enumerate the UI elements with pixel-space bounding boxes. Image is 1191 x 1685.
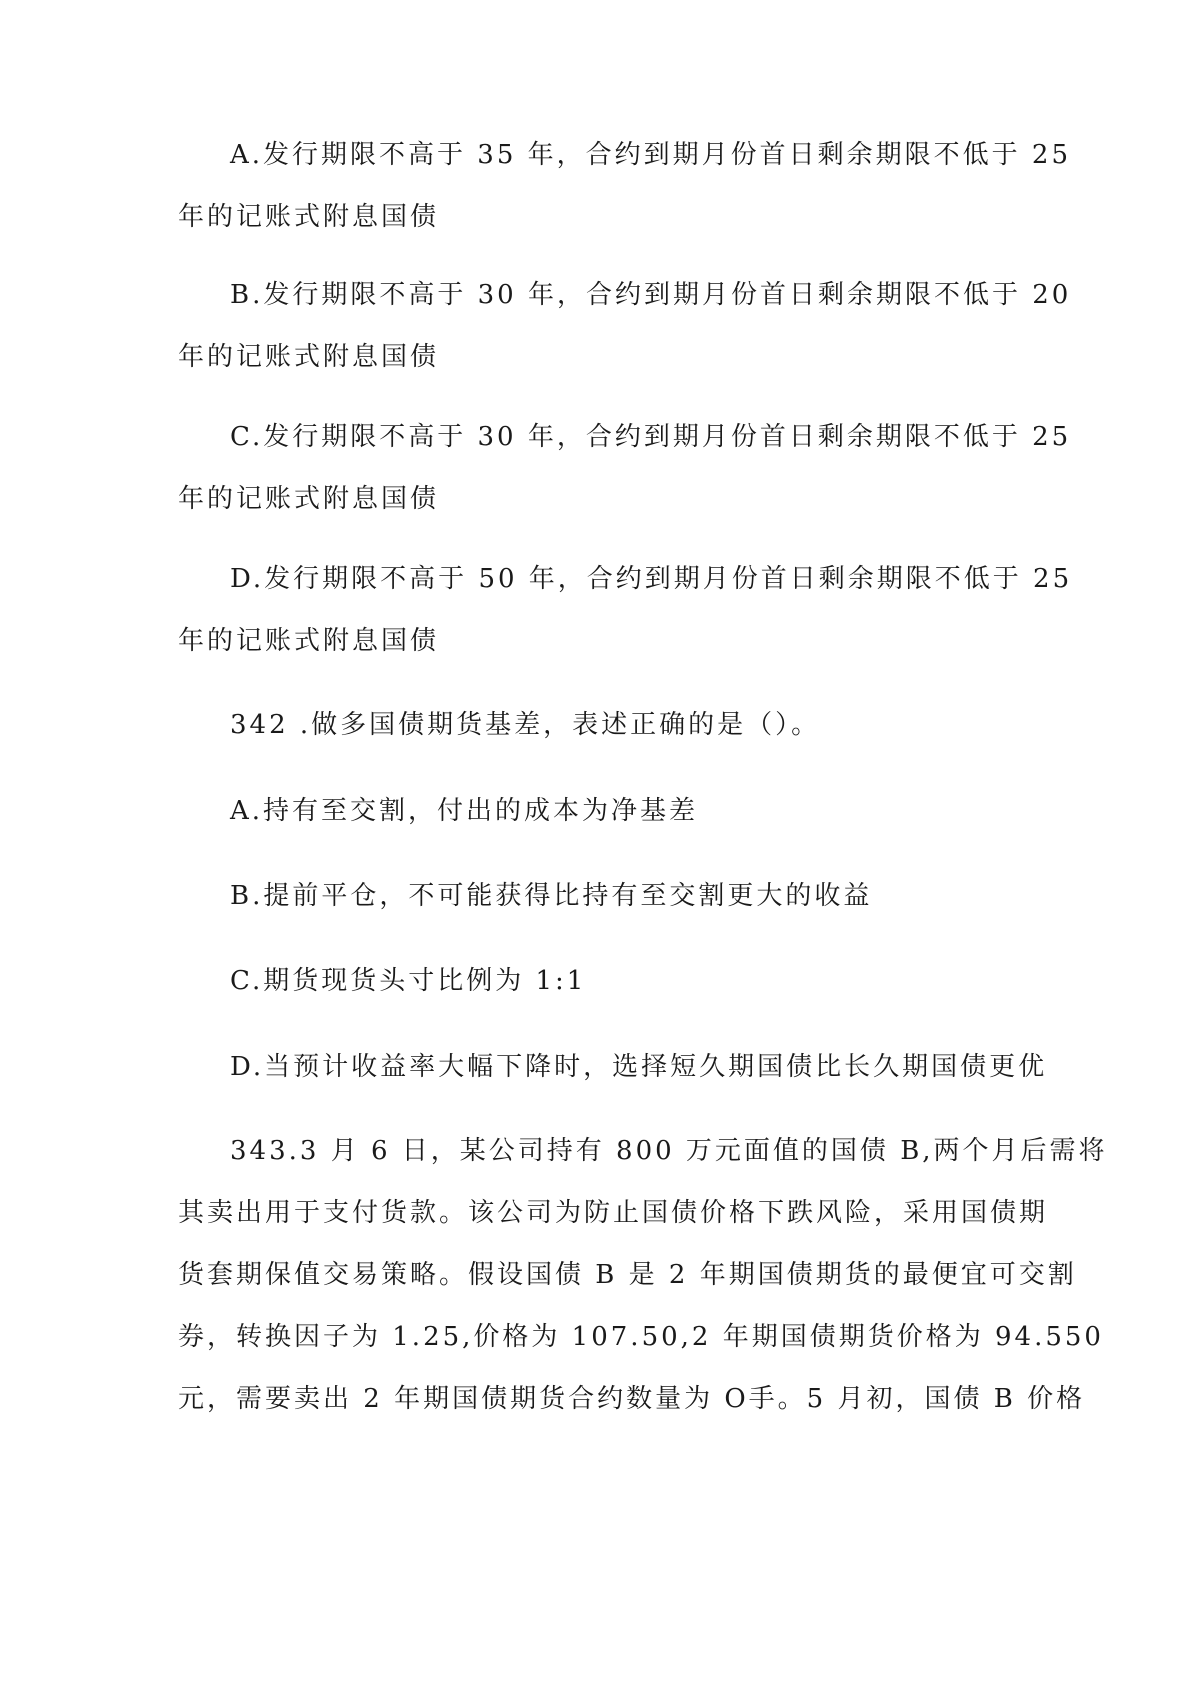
text-line: B.提前平仓，不可能获得比持有至交割更大的收益	[230, 881, 873, 911]
question-343	[178, 1120, 1108, 1430]
text-line: 年的记账式附息国债	[178, 342, 440, 372]
option-341-a	[178, 124, 1072, 248]
question-342	[178, 694, 1038, 756]
text-line: D.发行期限不高于 50 年，合约到期月份首日剩余期限不低于 25	[230, 564, 1073, 594]
text-line: C.期货现货头寸比例为 1:1	[230, 966, 587, 996]
text-line: 元，需要卖出 2 年期国债期货合约数量为 O手。5 月初，国债 B 价格	[178, 1384, 1086, 1414]
text-line: 年的记账式附息国债	[178, 626, 440, 656]
text-line: D.当预计收益率大幅下降时，选择短久期国债比长久期国债更优	[230, 1052, 1048, 1082]
option-342-c	[178, 950, 1038, 1012]
text-line: 货套期保值交易策略。假设国债 B 是 2 年期国债期货的最便宜可交割	[178, 1260, 1077, 1290]
option-341-c	[178, 406, 1072, 530]
option-342-a	[178, 780, 1038, 842]
text-line: B.发行期限不高于 30 年，合约到期月份首日剩余期限不低于 20	[230, 280, 1072, 310]
option-341-d	[178, 548, 1073, 672]
text-line: 年的记账式附息国债	[178, 202, 440, 232]
text-line: 其卖出用于支付货款。该公司为防止国债价格下跌风险，采用国债期	[178, 1198, 1049, 1228]
text-line: 券，转换因子为 1.25,价格为 107.50,2 年期国债期货价格为 94.550	[178, 1322, 1104, 1352]
text-line: 342 .做多国债期货基差，表述正确的是（）。	[230, 710, 821, 740]
option-342-b	[178, 865, 1038, 927]
text-line: 年的记账式附息国债	[178, 484, 440, 514]
text-line: C.发行期限不高于 30 年，合约到期月份首日剩余期限不低于 25	[230, 422, 1072, 452]
text-line: 343.3 月 6 日，某公司持有 800 万元面值的国债 B,两个月后需将	[230, 1136, 1108, 1166]
option-342-d	[178, 1036, 1048, 1098]
text-line: A.持有至交割，付出的成本为净基差	[230, 796, 699, 826]
option-341-b	[178, 264, 1072, 388]
text-line: A.发行期限不高于 35 年，合约到期月份首日剩余期限不低于 25	[230, 140, 1072, 170]
